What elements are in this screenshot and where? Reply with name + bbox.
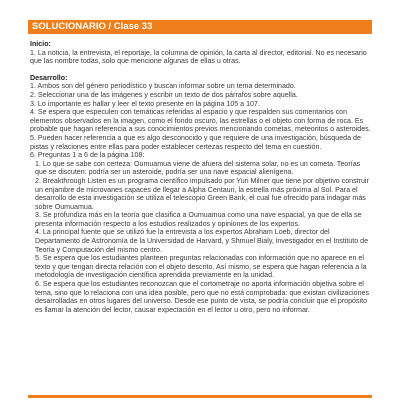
desarrollo-title: Desarrollo: <box>30 73 68 82</box>
answer-item: 3. Se profundiza más en la teoría que clasifica a Oumuamua como una nave espacial, ya que de ella se presenta información respecto a los estudios realizados y opiniones de los expertos. <box>35 211 362 228</box>
answer-item: 4. La principal fuente que se utilizó fue la entrevista a los expertos Abraham Loeb, director del Departamento de Astronomía de la Universidad de Harvard, y Shmuel Bialy, investigador en el Instituto de Teoría y Computación del mismo centro. <box>35 228 369 254</box>
answer-item: 1. Lo que se sabe con certeza: Oumuamua viene de afuera del sistema solar, no es un cometa. Teorías que se discuten: podría ser un asteroide, podría ser una nave espacial alienígena. <box>35 159 361 177</box>
answer-item: 2. Breakthrough Listen es un programa científico impulsado por Yuri Milner que tiene por objetivo construir un enjambre de microvanes capaces de llegar a Alpha Centauri, la estrella más próxima al Sol. Para el desarrollo de esta investigación se utiliza el telescopio Green Bank, el cual fue ofrecido para indagar más sobre Oumuamua. <box>35 176 369 211</box>
inicio-title: Inicio: <box>30 40 51 48</box>
inicio-text: 1. La noticia, la entrevista, el reportaje, la columna de opinión, la carta al director, editorial. No es necesario que las nombre todas, solo que mencione algunas de ellas u otras. <box>30 48 367 66</box>
desarrollo-item: 4. Se espera que especulen con temáticas referidas al espacio y que respalden sus comentarios con elementos observados en la imagen, como el fondo oscuro, las estrellas o el objeto con forma de roca. Es probable que hagan referencia a sus conocimientos previos mencionando cometas, meteoritos o asteroides. <box>30 108 371 134</box>
footer-divider <box>28 395 372 398</box>
desarrollo-item: 6. Preguntas 1 a 6 de la página 108: <box>30 151 145 160</box>
answer-item: 5. Se espera que los estudiantes planteen preguntas relacionadas con información que no aparece en el texto y que tengan directa relación con el objeto descrito. Así mismo, se espera que hagan referencia a la metodología de investigación científica aprendida previamente en la unidad. <box>35 254 367 280</box>
desarrollo-item: 3. Lo importante es hallar y leer el texto presente en la página 105 a 107. <box>30 99 260 108</box>
desarrollo-item: 2. Seleccionar una de las imágenes y escribir un texto de dos párrafos sobre aquella. <box>30 90 298 99</box>
page-title: SOLUCIONARIO / Clase 33 <box>32 21 153 32</box>
desarrollo-item: 1. Ambos son del género periodístico y buscan informar sobre un tema determinado. <box>30 82 296 91</box>
desarrollo-item: 5. Pueden hacer referencia a que es algo desconocido y que requiere de una investigación, búsqueda de pistas y relaciones entre ellas para poder establecer certezas respecto del tema en cuestión. <box>30 133 361 151</box>
document-body <box>30 40 372 314</box>
page-header <box>28 20 372 34</box>
section-gap <box>30 66 372 74</box>
answer-item: 6. Se espera que los estudiantes reconozcan que el cortometraje no aporta información objetiva sobre el tema, sino que lo relaciona con una idea posible, pero que no está comprobada: que existan civilizaciones desarrolladas en otros lugares del universo. Desde ese punto de vista, se podría concluir que el propósito es llamar la atención del lector, causar expectación en el lector u otro, pero no informar. <box>35 280 370 314</box>
